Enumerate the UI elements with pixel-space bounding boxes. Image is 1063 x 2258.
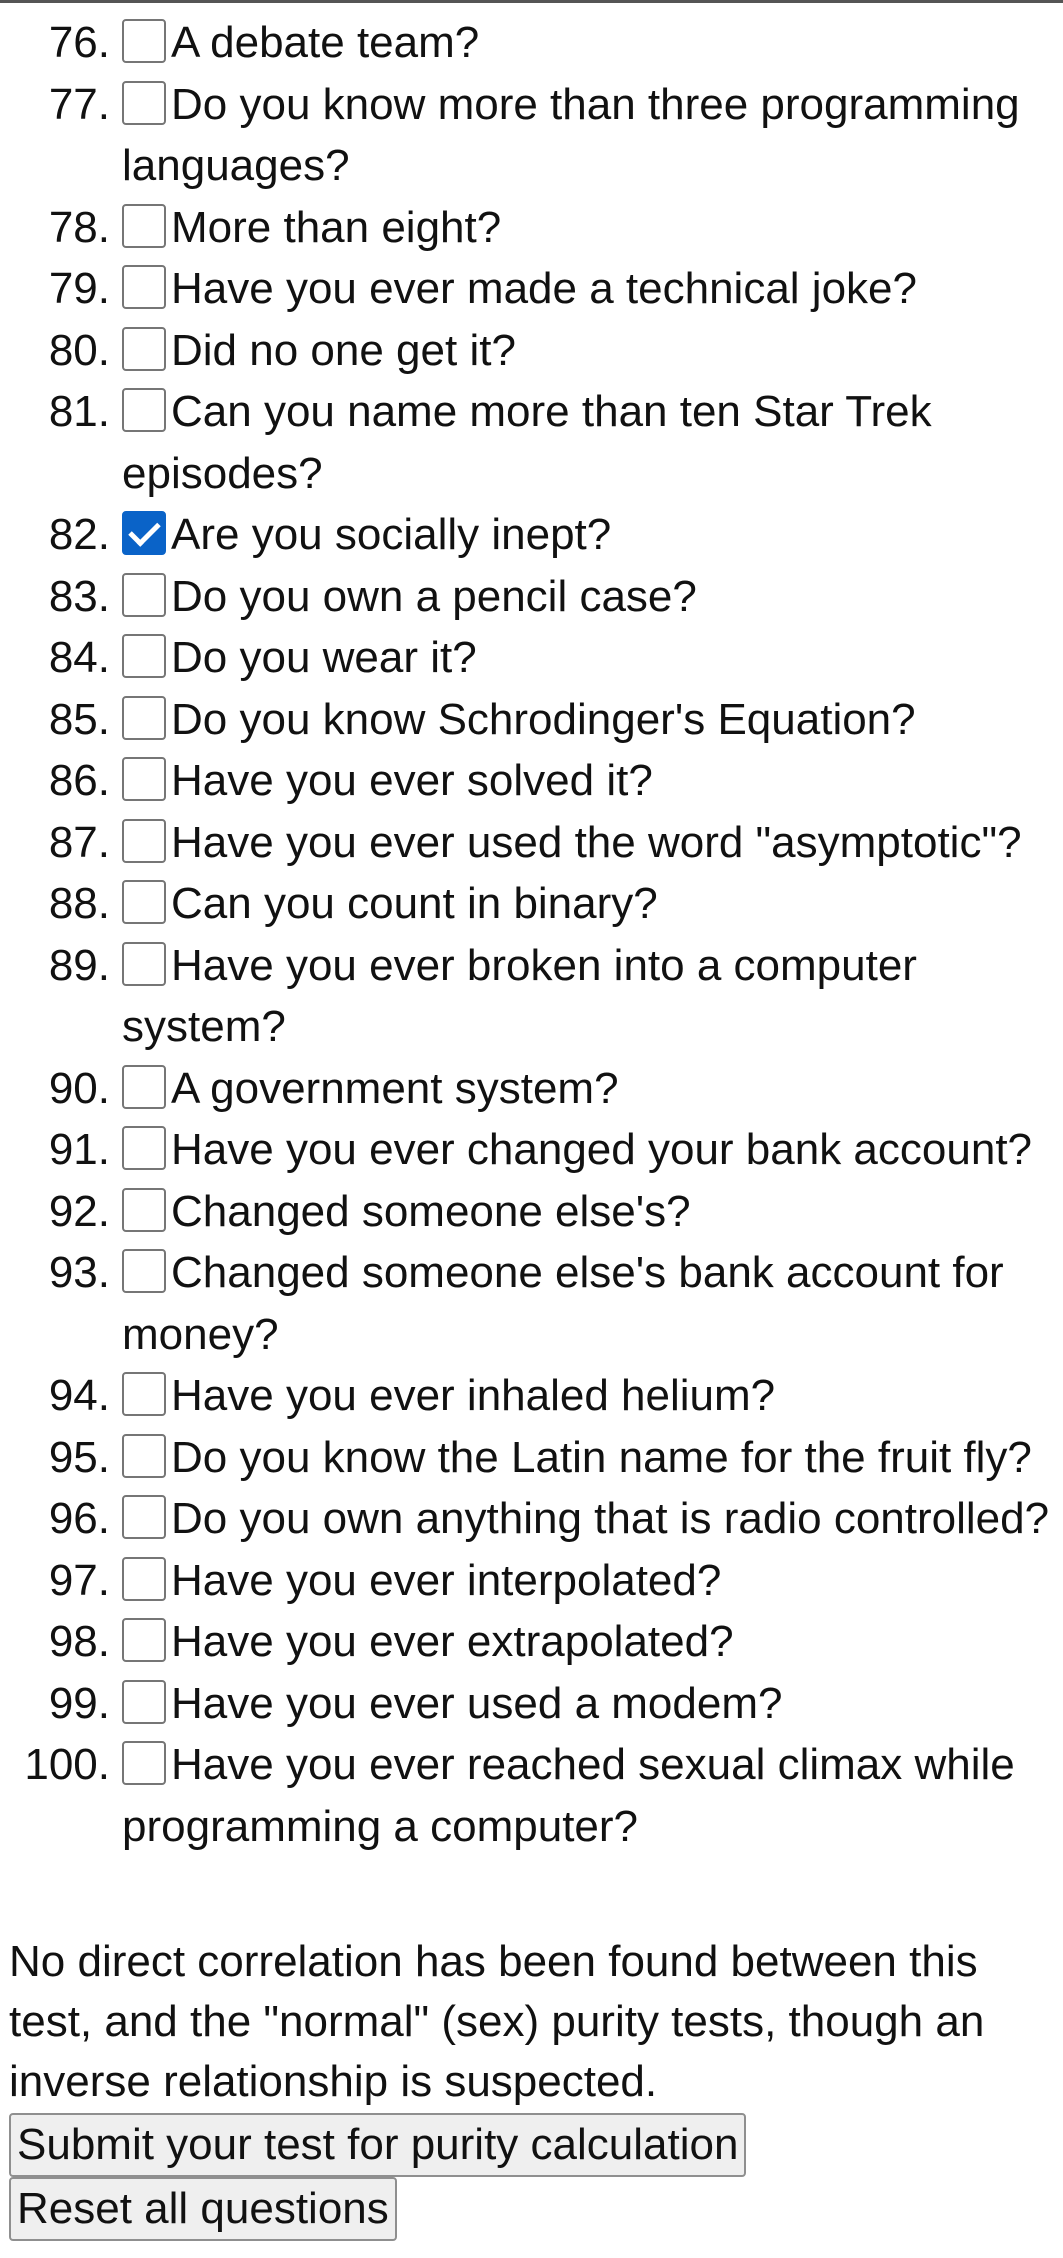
question-number: 98. [48,1617,110,1666]
question-number: 82. [48,510,110,559]
question-checkbox[interactable] [122,1680,166,1724]
question-checkbox[interactable] [122,1557,166,1601]
question-number: 89. [48,940,110,990]
question-checkbox[interactable] [122,880,166,924]
question-checkbox[interactable] [122,573,166,617]
question-checkbox[interactable] [122,757,166,801]
question-text: Do you own anything that is radio controlled? [171,1494,1050,1543]
question-number: 76. [48,18,110,67]
question-checkbox[interactable] [122,1741,166,1785]
question-checkbox[interactable] [122,1249,166,1293]
question-list [0,12,1063,1857]
question-number: 84. [48,633,110,682]
question-number: 91. [48,1125,110,1174]
question-text: More than eight? [171,202,502,252]
question-item [0,1242,1063,1365]
question-text: Have you ever broken into a computer system? [122,940,917,1051]
question-item [0,320,1063,382]
question-text: Have you ever changed your bank account? [171,1125,1033,1174]
question-number: 100. [24,1740,110,1789]
question-item [0,750,1063,812]
question-checkbox[interactable] [122,1126,166,1170]
question-text: Have you ever made a technical joke? [171,264,917,313]
question-number: 99. [48,1678,110,1728]
reset-questions-button[interactable]: Reset all questions [9,2177,397,2241]
question-checkbox[interactable] [122,265,166,309]
question-item [0,1365,1063,1427]
submit-test-button[interactable]: Submit your test for purity calculation [9,2113,746,2177]
question-text: Have you ever solved it? [171,756,653,805]
viewport-top-edge [0,0,1063,3]
question-number: 78. [48,202,110,252]
question-item [0,566,1063,628]
correlation-note: No direct correlation has been found between this test, and the "normal" (sex) purity tests, though an inverse relationship is suspected. [9,1937,985,2106]
question-checkbox[interactable] [122,1188,166,1232]
question-text: Are you socially inept? [171,510,612,559]
question-number: 94. [48,1371,110,1420]
question-item [0,258,1063,320]
question-checkbox[interactable] [122,1065,166,1109]
question-text: A debate team? [171,18,480,67]
question-checkbox[interactable] [122,388,166,432]
question-text: Can you count in binary? [171,879,658,928]
question-item [0,1427,1063,1489]
question-item [0,1550,1063,1612]
question-checkbox[interactable] [122,634,166,678]
question-item [0,689,1063,751]
question-text: Can you name more than ten Star Trek episodes? [122,387,932,498]
question-checkbox[interactable] [122,81,166,125]
question-item [0,1119,1063,1181]
question-number: 79. [48,264,110,313]
question-item [0,1673,1063,1735]
question-text: Do you know Schrodinger's Equation? [171,694,916,744]
question-text: Have you ever inhaled helium? [171,1371,776,1420]
question-text: A government system? [171,1063,619,1113]
question-number: 97. [48,1555,110,1605]
question-item [0,74,1063,197]
question-text: Have you ever reached sexual climax while programming a computer? [122,1740,1015,1851]
question-item [0,812,1063,874]
question-checkbox[interactable] [122,1495,166,1539]
question-item [0,873,1063,935]
question-text: Have you ever used the word "asymptotic"? [171,817,1022,867]
question-number: 95. [48,1432,110,1482]
question-number: 90. [48,1063,110,1113]
question-item [0,1058,1063,1120]
question-number: 80. [48,325,110,375]
question-checkbox[interactable] [122,327,166,371]
question-checkbox[interactable] [122,511,166,555]
question-text: Changed someone else's bank account for money? [122,1248,1004,1359]
question-number: 86. [48,756,110,805]
question-checkbox[interactable] [122,696,166,740]
question-number: 87. [48,817,110,867]
question-number: 83. [48,571,110,621]
question-number: 77. [48,79,110,129]
question-checkbox[interactable] [122,19,166,63]
question-number: 92. [48,1186,110,1236]
question-checkbox[interactable] [122,1618,166,1662]
question-text: Changed someone else's? [171,1186,691,1236]
question-checkbox[interactable] [122,1434,166,1478]
question-item [0,935,1063,1058]
question-text: Have you ever extrapolated? [171,1617,734,1666]
question-number: 81. [48,387,110,436]
question-number: 96. [48,1494,110,1543]
question-number: 88. [48,879,110,928]
question-item [0,1734,1063,1857]
question-item [0,627,1063,689]
question-checkbox[interactable] [122,819,166,863]
question-item [0,1611,1063,1673]
question-item [0,381,1063,504]
question-text: Do you know the Latin name for the fruit fly? [171,1432,1032,1482]
question-text: Have you ever used a modem? [171,1678,783,1728]
question-text: Do you own a pencil case? [171,571,697,621]
question-item [0,1181,1063,1243]
question-text: Did no one get it? [171,325,516,375]
question-checkbox[interactable] [122,204,166,248]
question-checkbox[interactable] [122,1372,166,1416]
question-item [0,504,1063,566]
question-checkbox[interactable] [122,942,166,986]
question-item [0,12,1063,74]
question-item [0,1488,1063,1550]
question-text: Have you ever interpolated? [171,1555,722,1605]
question-item [0,197,1063,259]
question-number: 85. [48,694,110,744]
question-number: 93. [48,1248,110,1297]
question-text: Do you know more than three programming languages? [122,79,1020,190]
question-text: Do you wear it? [171,633,477,682]
